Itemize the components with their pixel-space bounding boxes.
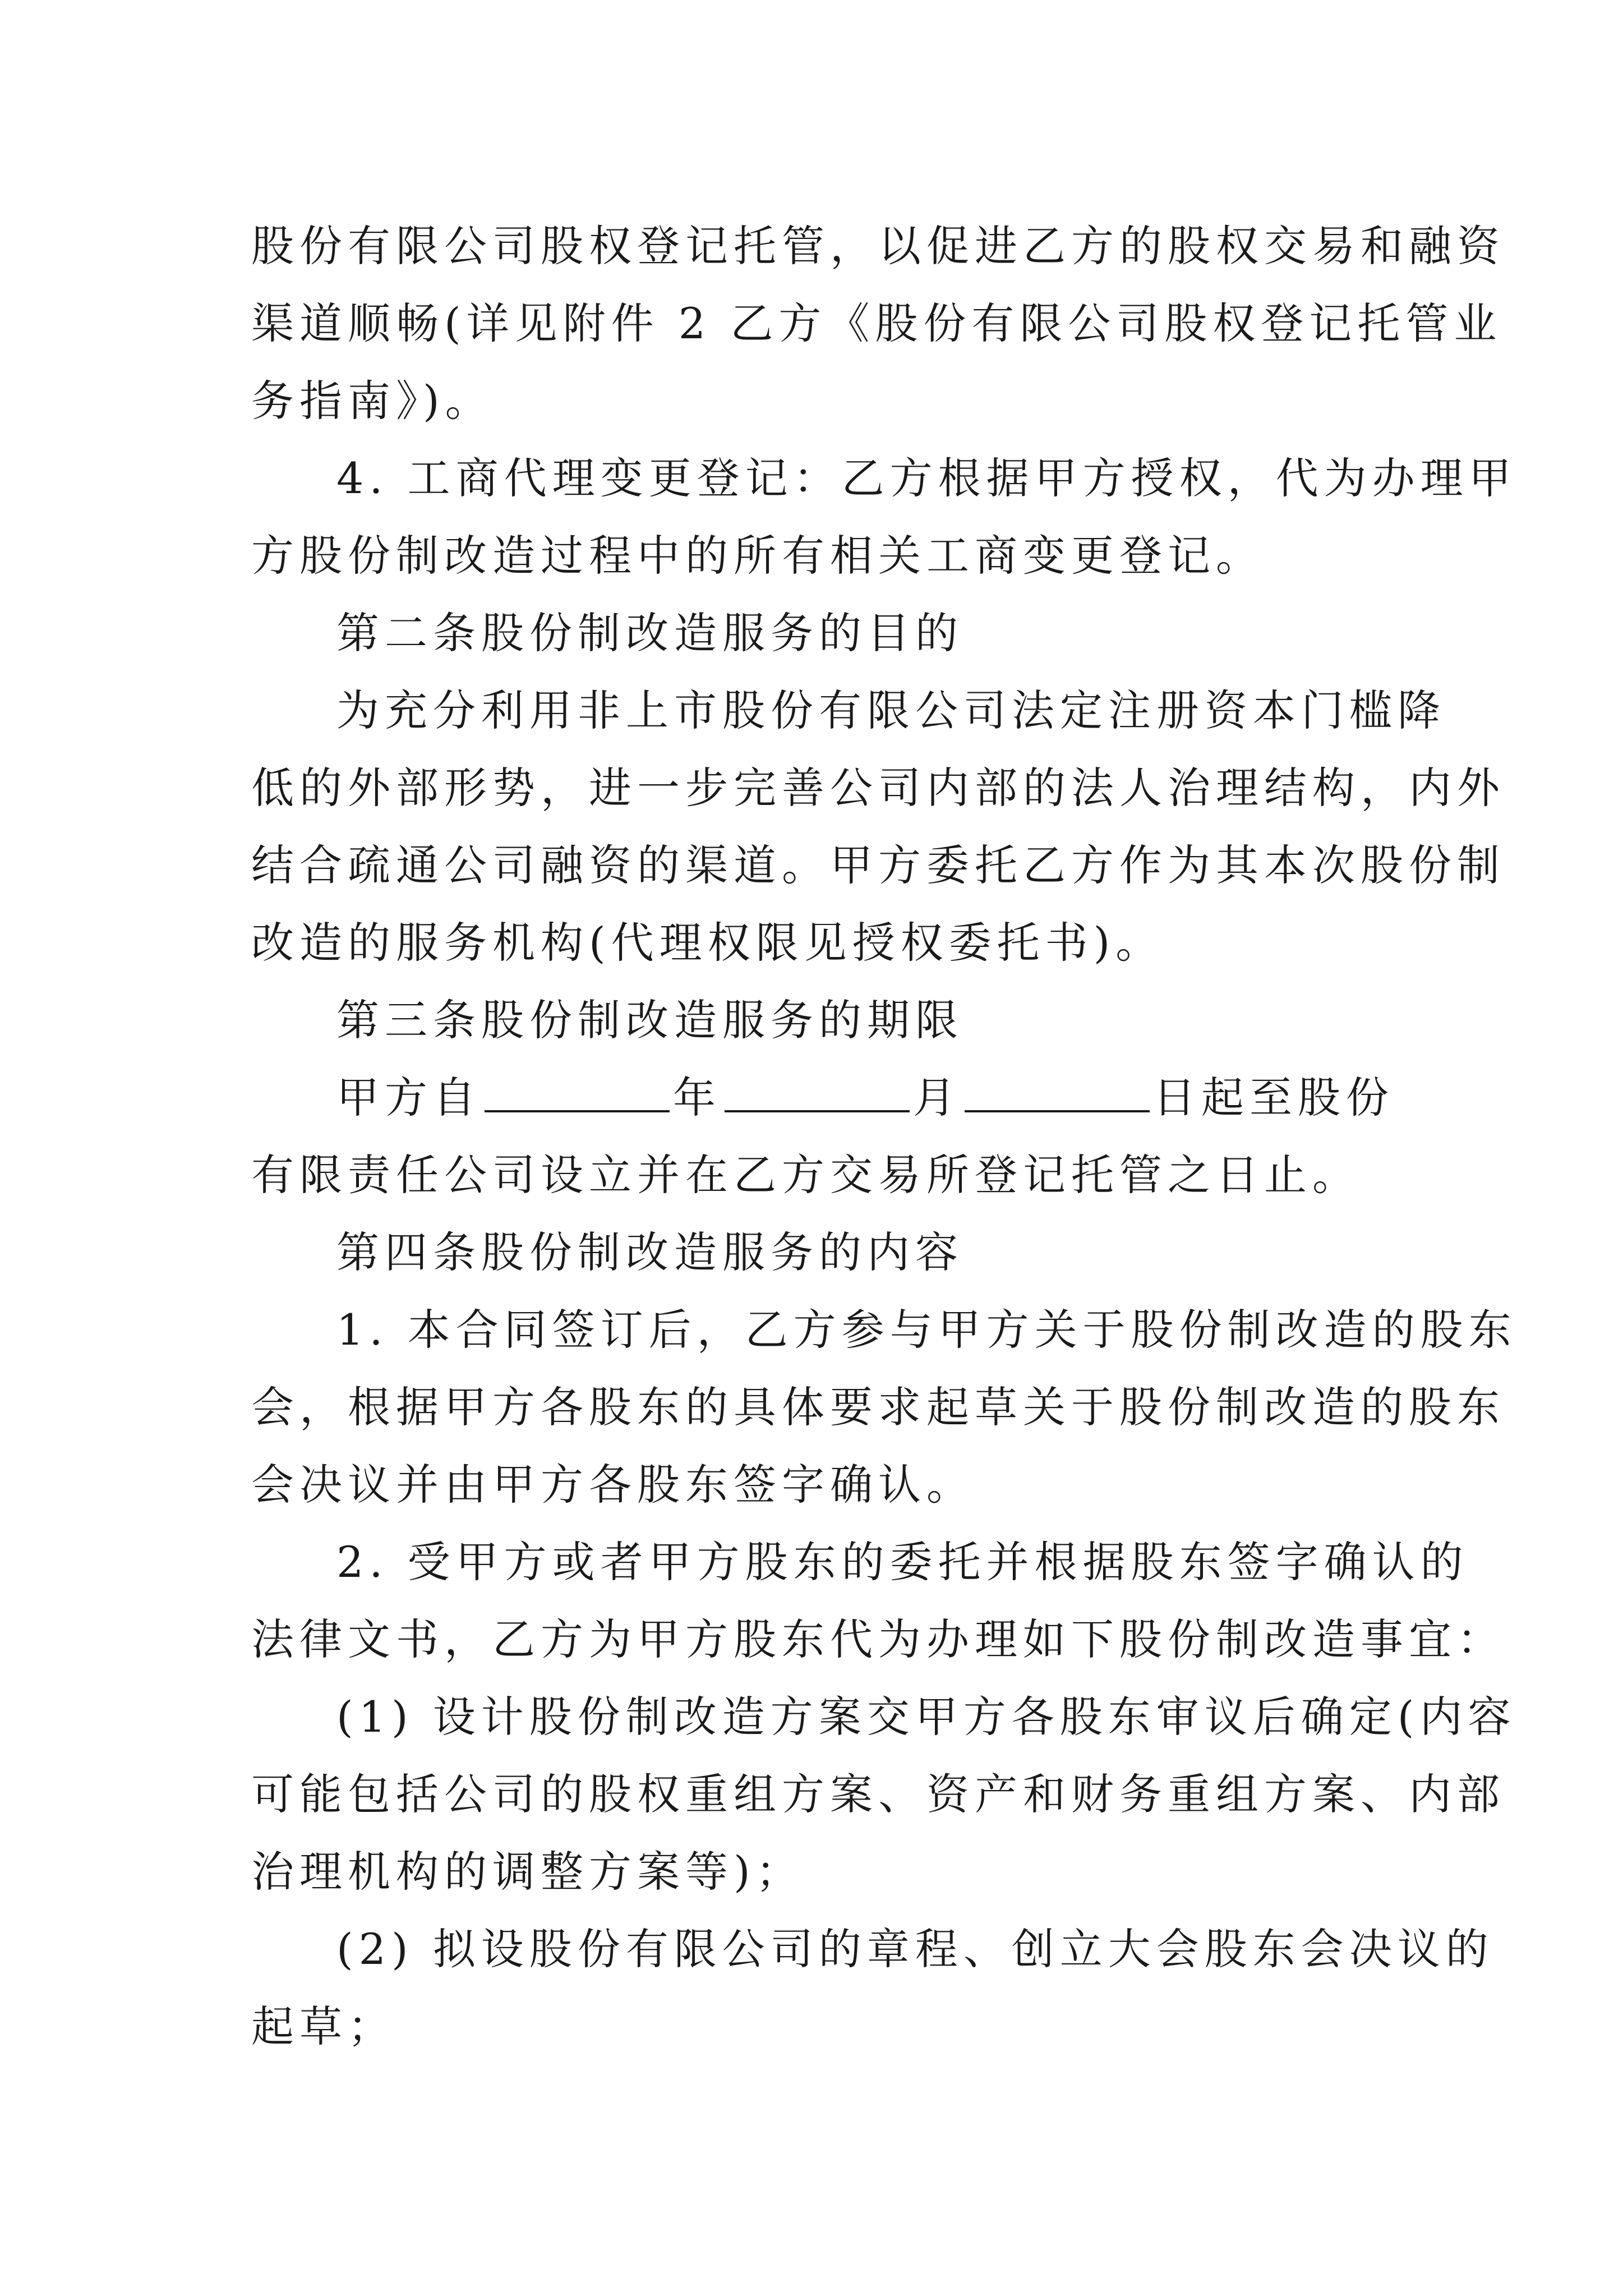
paragraph-line: 可能包括公司的股权重组方案、资产和财务重组方案、内部: [251, 1769, 1505, 1819]
term-line: [251, 1059, 1394, 1137]
paragraph-line: 为充分利用非上市股份有限公司法定注册资本门槛降: [336, 685, 1446, 735]
paragraph-line: 渠道顺畅(详见附件 2 乙方《股份有限公司股权登记托管业: [251, 298, 1502, 348]
paragraph-line: 有限责任公司设立并在乙方交易所登记托管之日止。: [251, 1150, 1361, 1200]
paragraph-line: 2. 受甲方或者甲方股东的委托并根据股东签字确认的: [336, 1537, 1469, 1587]
paragraph-line: 起草；: [251, 2001, 396, 2051]
section-heading-4: 第四条股份制改造服务的内容: [336, 1227, 963, 1277]
paragraph-line: 会，根据甲方各股东的具体要求起草关于股份制改造的股东: [251, 1382, 1505, 1432]
blank-day-field[interactable]: [965, 1073, 1150, 1112]
term-suffix: 日起至股份: [1153, 1073, 1394, 1122]
paragraph-line: 务指南》)。: [251, 376, 494, 426]
paragraph-line: 治理机构的调整方案等)；: [251, 1847, 804, 1897]
paragraph-line: (2) 拟设股份有限公司的章程、创立大会股东会决议的: [336, 1924, 1494, 1974]
section-heading-3: 第三条股份制改造服务的期限: [336, 995, 963, 1045]
term-month-label: 月: [913, 1073, 961, 1122]
document-body: [251, 208, 1517, 2065]
paragraph-line: 1. 本合同签订后，乙方参与甲方关于股份制改造的股东: [336, 1305, 1517, 1355]
paragraph-line: 结合疏通公司融资的渠道。甲方委托乙方作为其本次股份制: [251, 840, 1505, 890]
blank-month-field[interactable]: [725, 1073, 910, 1112]
paragraph-line: 改造的服务机构(代理权限见授权委托书)。: [251, 918, 1164, 968]
paragraph-line: (1) 设计股份制改造方案交甲方各股东审议后确定(内容: [336, 1692, 1516, 1742]
blank-year-field[interactable]: [485, 1073, 670, 1112]
paragraph-line: 会决议并由甲方各股东签字确认。: [251, 1460, 975, 1510]
paragraph-line: 法律文书，乙方为甲方股东代为办理如下股份制改造事宜：: [251, 1614, 1505, 1664]
term-year-label: 年: [673, 1073, 721, 1122]
term-prefix: 甲方自: [336, 1073, 481, 1122]
paragraph-line: 股份有限公司股权登记托管，以促进乙方的股权交易和融资: [251, 221, 1505, 271]
paragraph-line: 低的外部形势，进一步完善公司内部的法人治理结构，内外: [251, 763, 1505, 813]
paragraph-line: 4. 工商代理变更登记：乙方根据甲方授权，代为办理甲: [336, 453, 1517, 503]
paragraph-line: 方股份制改造过程中的所有相关工商变更登记。: [251, 531, 1264, 581]
section-heading-2: 第二条股份制改造服务的目的: [336, 608, 963, 658]
